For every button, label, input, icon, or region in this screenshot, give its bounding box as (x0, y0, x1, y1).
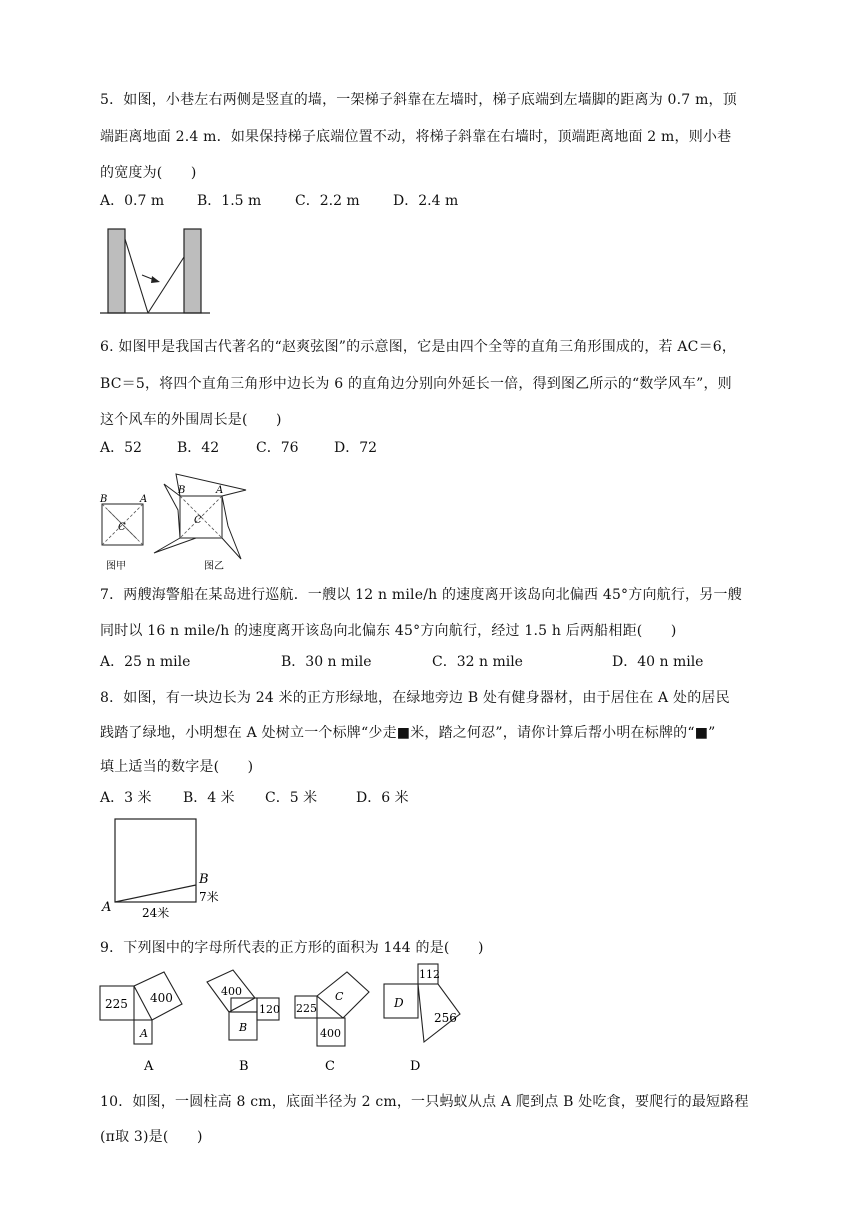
q8-option-b: B．4 米 (183, 790, 235, 806)
q5-option-a: A．0.7 m (100, 193, 165, 209)
q7-option-d: D．40 n mile (612, 654, 704, 670)
q5-line-3: 的宽度为( ) (100, 165, 197, 181)
q5-line-2: 端距离地面 2.4 m．如果保持梯子底端位置不动，将梯子斜靠在右墙时，顶端距离地面 2 m，则小巷 (100, 129, 732, 145)
q8-square-field-figure (100, 815, 230, 925)
q8-option-a: A．3 米 (100, 790, 152, 806)
q9c-value-left: 225 (296, 1002, 317, 1015)
q9-option-d-figure (380, 962, 480, 1078)
q7-line-2: 同时以 16 n mile/h 的速度离开该岛向北偏东 45°方向航行，经过 1.5 h 后两船相距( ) (100, 623, 677, 639)
q6-option-d: D．72 (334, 440, 378, 456)
q7-option-a: A．25 n mile (100, 654, 191, 670)
q9-option-b-figure (205, 968, 290, 1078)
q9d-unknown: D (394, 996, 404, 1010)
q9c-value-bottom: 400 (320, 1027, 341, 1040)
q9d-value-top: 112 (419, 968, 440, 981)
q6-line-3: 这个风车的外围周长是( ) (100, 412, 282, 428)
q9b-caption: B (239, 1059, 249, 1074)
q6-label-c-right: C (194, 515, 202, 526)
q6-label-b-right: B (178, 485, 186, 496)
q9b-value-left: 400 (221, 985, 242, 998)
q8-option-c: C．5 米 (265, 790, 318, 806)
q6-line-2: BC＝5，将四个直角三角形中边长为 6 的直角边分别向外延长一倍，得到图乙所示的“数学风车”，则 (100, 376, 732, 392)
q8-line-2: 践踏了绿地，小明想在 A 处树立一个标牌“少走■米，踏之何忍”，请你计算后帮小明在标牌的“■” (100, 725, 716, 741)
q9b-value-right: 120 (259, 1003, 280, 1016)
q9-option-c-figure (293, 968, 378, 1078)
q7-option-c: C．32 n mile (432, 654, 523, 670)
q6-label-a-left: A (140, 494, 148, 505)
q6-label-a-right: A (216, 485, 224, 496)
q9d-value-right: 256 (434, 1011, 457, 1025)
q9-option-a-figure (98, 968, 188, 1078)
q8-side-bottom: 24米 (142, 906, 170, 920)
q5-line-1: 5．如图，小巷左右两侧是竖直的墙，一架梯子斜靠在左墙时，梯子底端到左墙脚的距离为 0.7 m，顶 (100, 92, 737, 108)
q6-pinwheel-figure (100, 468, 260, 574)
q8-line-1: 8．如图，有一块边长为 24 米的正方形绿地，在绿地旁边 B 处有健身器材，由于居住在 A 处的居民 (100, 690, 730, 706)
q7-option-b: B．30 n mile (281, 654, 372, 670)
q9d-caption: D (410, 1059, 421, 1074)
q8-side-right: 7米 (199, 890, 219, 904)
q7-line-1: 7．两艘海警船在某岛进行巡航．一艘以 12 n mile/h 的速度离开该岛向北偏西 45°方向航行，另一艘 (100, 587, 742, 603)
q6-option-a: A．52 (100, 440, 142, 456)
q9a-caption: A (144, 1059, 154, 1074)
q5-ladder-figure (100, 225, 210, 320)
q6-label-c-left: C (118, 522, 126, 533)
q10-line-1: 10．如图，一圆柱高 8 cm，底面半径为 2 cm，一只蚂蚁从点 A 爬到点 B 处吃食，要爬行的最短路程 (100, 1094, 749, 1110)
q8-label-a: A (102, 900, 112, 915)
q8-line-3: 填上适当的数字是( ) (100, 759, 254, 775)
q10-line-2: (π取 3)是( ) (100, 1129, 203, 1145)
q5-option-b: B．1.5 m (197, 193, 262, 209)
q6-option-b: B．42 (177, 440, 220, 456)
q6-caption-right: 图乙 (204, 561, 224, 572)
q8-label-b: B (199, 872, 209, 887)
q9a-value-left: 225 (105, 997, 128, 1011)
q9a-unknown: A (140, 1027, 148, 1040)
q8-option-d: D．6 米 (356, 790, 409, 806)
q6-label-b-left: B (100, 494, 108, 505)
q5-option-c: C．2.2 m (295, 193, 360, 209)
q9-line: 9．下列图中的字母所代表的正方形的面积为 144 的是( ) (100, 940, 484, 956)
q9c-unknown: C (335, 990, 344, 1003)
q6-caption-left: 图甲 (106, 561, 126, 572)
q5-option-d: D．2.4 m (393, 193, 459, 209)
q6-line-1: 6. 如图甲是我国古代著名的“赵爽弦图”的示意图，它是由四个全等的直角三角形围成的，若 AC＝6， (100, 339, 737, 355)
q9c-caption: C (325, 1059, 335, 1074)
q6-option-c: C．76 (256, 440, 299, 456)
q9b-unknown: B (239, 1021, 248, 1034)
q9a-value-right: 400 (150, 991, 173, 1005)
